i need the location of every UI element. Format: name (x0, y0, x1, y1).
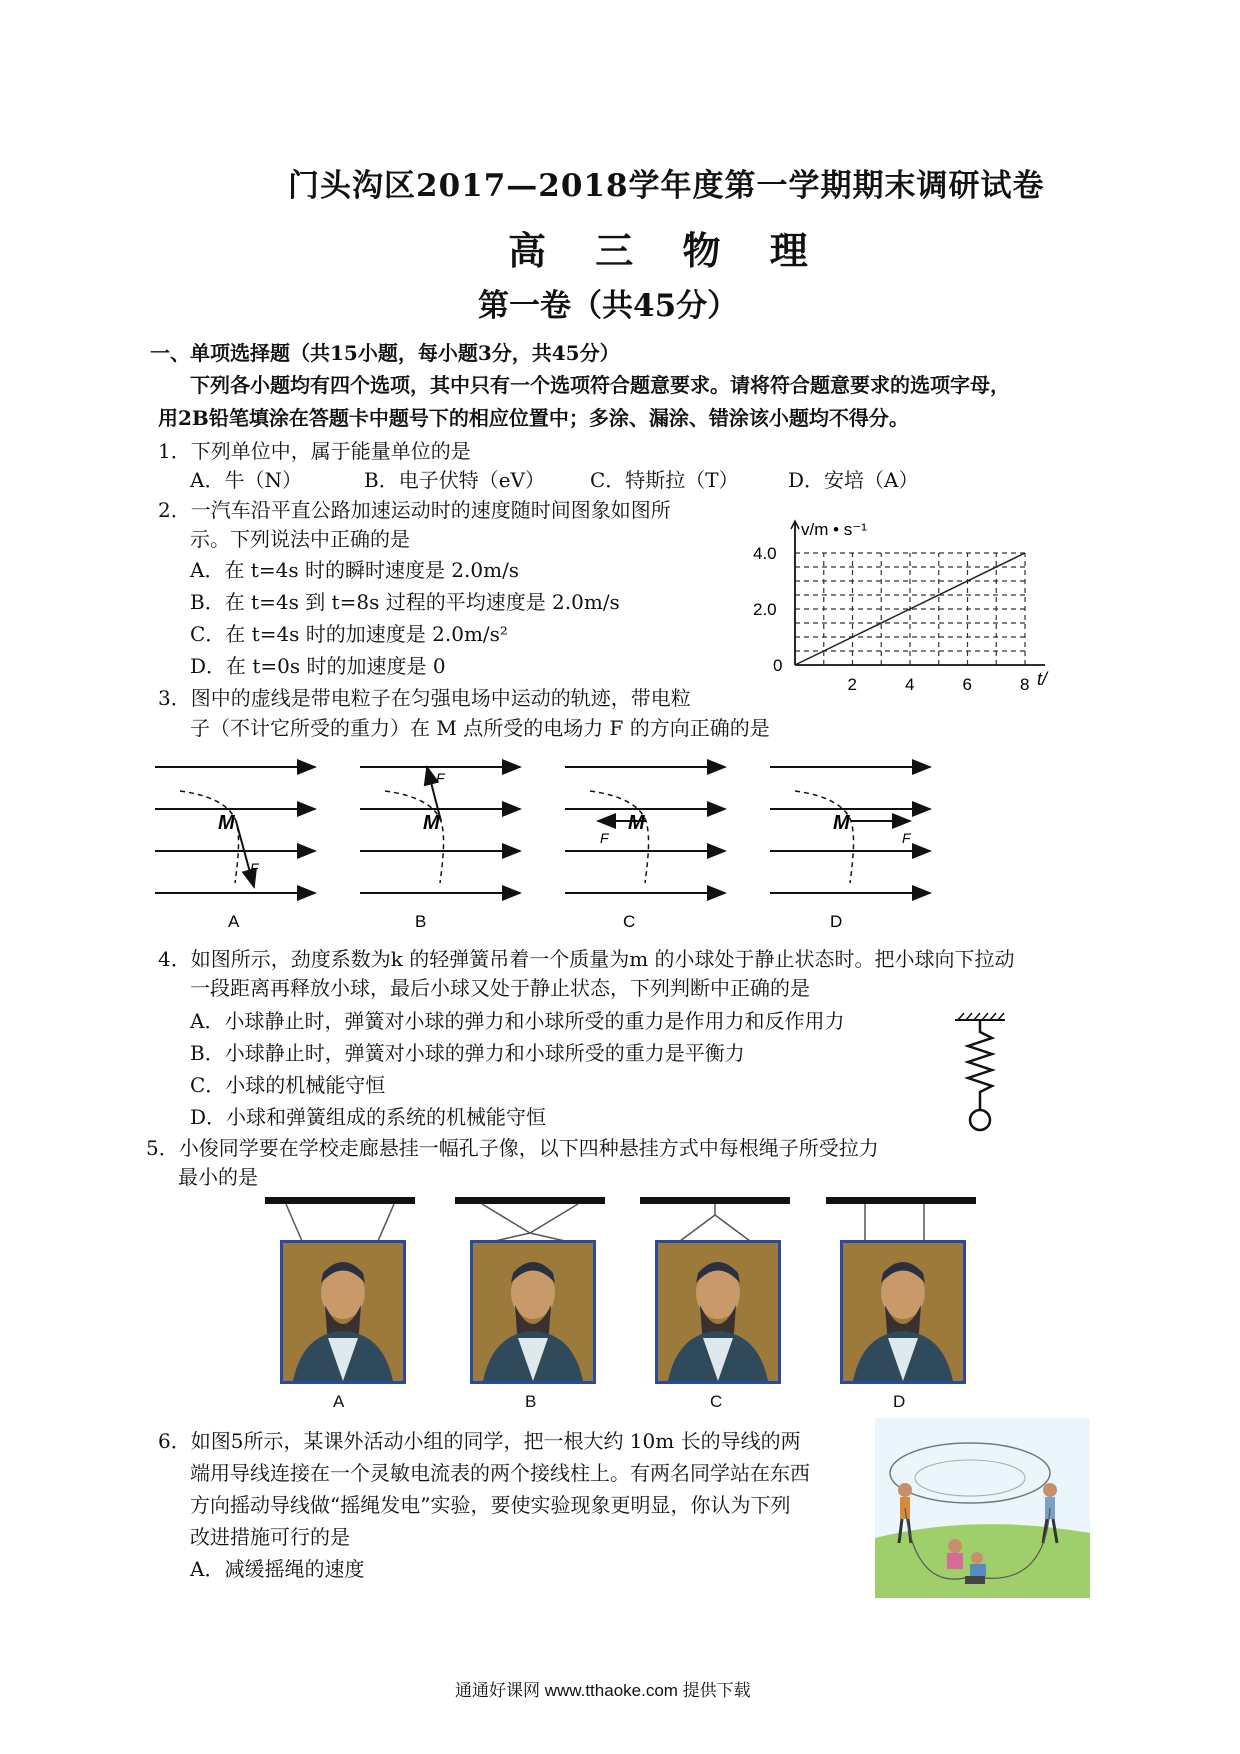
q1-option-d: D．安培（A） (788, 468, 919, 492)
q3-stem-1: 3．图中的虚线是带电粒子在匀强电场中运动的轨迹，带电粒 (158, 686, 691, 710)
x-tick-label: 2 (847, 675, 857, 694)
q4-stem-2: 一段距离再释放小球，最后小球又处于静止状态，下列判断中正确的是 (190, 976, 810, 1000)
confucius-portrait-c (655, 1240, 781, 1384)
volume-title: 第一卷（共45分） (478, 288, 739, 324)
diagram-c (565, 767, 725, 893)
force-label: F (250, 860, 259, 876)
q1-option-a: A．牛（N） (190, 468, 302, 492)
spring-ball-figure (950, 1010, 1010, 1140)
q2-option-b: B．在 t=4s 到 t=8s 过程的平均速度是 2.0m/s (190, 590, 620, 614)
q2-option-d: D．在 t=0s 时的加速度是 0 (190, 654, 446, 678)
q6-option-a: A．减缓摇绳的速度 (190, 1557, 365, 1581)
y-axis-label: v/m • s⁻¹ (801, 520, 867, 539)
subject-title: 高 三 物 理 (508, 228, 826, 273)
y-tick-label: 0 (773, 656, 783, 675)
point-m-label: M (628, 812, 645, 834)
q1-option-b: B．电子伏特（eV） (364, 468, 545, 492)
x-axis-label: t/ (1037, 669, 1048, 689)
force-label: F (436, 770, 445, 786)
y-tick-label: 2.0 (753, 600, 777, 619)
setup-b-label: B (525, 1392, 537, 1411)
velocity-time-chart (740, 505, 1060, 700)
q1-option-c: C．特斯拉（T） (590, 468, 739, 492)
q4-option-c: C．小球的机械能守恒 (190, 1073, 386, 1097)
diagram-a (155, 767, 315, 893)
q4-option-b: B．小球静止时，弹簧对小球的弹力和小球所受的重力是平衡力 (190, 1041, 745, 1065)
q2-option-c: C．在 t=4s 时的加速度是 2.0m/s² (190, 622, 508, 646)
diagram-d-label: D (830, 912, 843, 930)
q1-stem: 1．下列单位中，属于能量单位的是 (158, 439, 471, 463)
series-line-v (795, 553, 1025, 665)
setup-d-label: D (893, 1392, 906, 1411)
confucius-portrait-d (840, 1240, 966, 1384)
x-tick-label: 8 (1020, 675, 1030, 694)
q6-stem-4: 改进措施可行的是 (190, 1525, 350, 1549)
q4-option-d: D．小球和弹簧组成的系统的机械能守恒 (190, 1105, 547, 1129)
diagram-b (360, 767, 520, 893)
diagram-a-label: A (228, 912, 240, 930)
q2-stem-2: 示。下列说法中正确的是 (190, 527, 410, 551)
q5-stem-2: 最小的是 (178, 1165, 258, 1189)
field-diagrams (140, 755, 960, 930)
q2-stem-1: 2．一汽车沿平直公路加速运动时的速度随时间图象如图所 (158, 498, 671, 522)
diagram-b-label: B (415, 912, 427, 930)
q6-stem-3: 方向摇动导线做“摇绳发电”实验，要使实验现象更明显，你认为下列 (190, 1493, 791, 1517)
force-label: F (902, 830, 911, 846)
rope-generator-figure (875, 1418, 1090, 1598)
q6-stem-2: 端用导线连接在一个灵敏电流表的两个接线柱上。有两名同学站在东西 (190, 1461, 810, 1485)
point-m-label: M (833, 812, 850, 834)
footer-text: 通通好课网 www.tthaoke.com 提供下载 (455, 1681, 751, 1700)
confucius-portrait-a (280, 1240, 406, 1384)
q4-stem-1: 4．如图所示，劲度系数为k 的轻弹簧吊着一个质量为m 的小球处于静止状态时。把小球向下拉动 (158, 947, 1015, 971)
instruction-line-1: 下列各小题均有四个选项，其中只有一个选项符合题意要求。请将符合题意要求的选项字母， (190, 373, 1010, 397)
force-label: F (600, 830, 609, 846)
y-tick-label: 4.0 (753, 544, 777, 563)
instruction-line-2: 用2B铅笔填涂在答题卡中题号下的相应位置中；多涂、漏涂、错涂该小题均不得分。 (158, 406, 909, 430)
diagram-c-label: C (623, 912, 636, 930)
q4-option-a: A．小球静止时，弹簧对小球的弹力和小球所受的重力是作用力和反作用力 (190, 1009, 845, 1033)
setup-a-label: A (333, 1392, 345, 1411)
diagram-d (770, 767, 930, 893)
exam-title: 门头沟区2017—2018学年度第一学期期末调研试卷 (288, 168, 1045, 204)
q2-option-a: A．在 t=4s 时的瞬时速度是 2.0m/s (190, 558, 520, 582)
q6-stem-1: 6．如图5所示，某课外活动小组的同学，把一根大约 10m 长的导线的两 (158, 1429, 801, 1453)
setup-c-label: C (710, 1392, 723, 1411)
q3-stem-2: 子（不计它所受的重力）在 M 点所受的电场力 F 的方向正确的是 (190, 716, 770, 740)
section-heading: 一、单项选择题（共15小题，每小题3分，共45分） (150, 341, 620, 365)
q5-stem-1: 5．小俊同学要在学校走廊悬挂一幅孔子像，以下四种悬挂方式中每根绳子所受拉力 (146, 1136, 879, 1160)
x-tick-label: 6 (962, 675, 972, 694)
point-m-label: M (423, 812, 440, 834)
x-tick-label: 4 (905, 675, 915, 694)
point-m-label: M (218, 812, 235, 834)
confucius-portrait-b (470, 1240, 596, 1384)
